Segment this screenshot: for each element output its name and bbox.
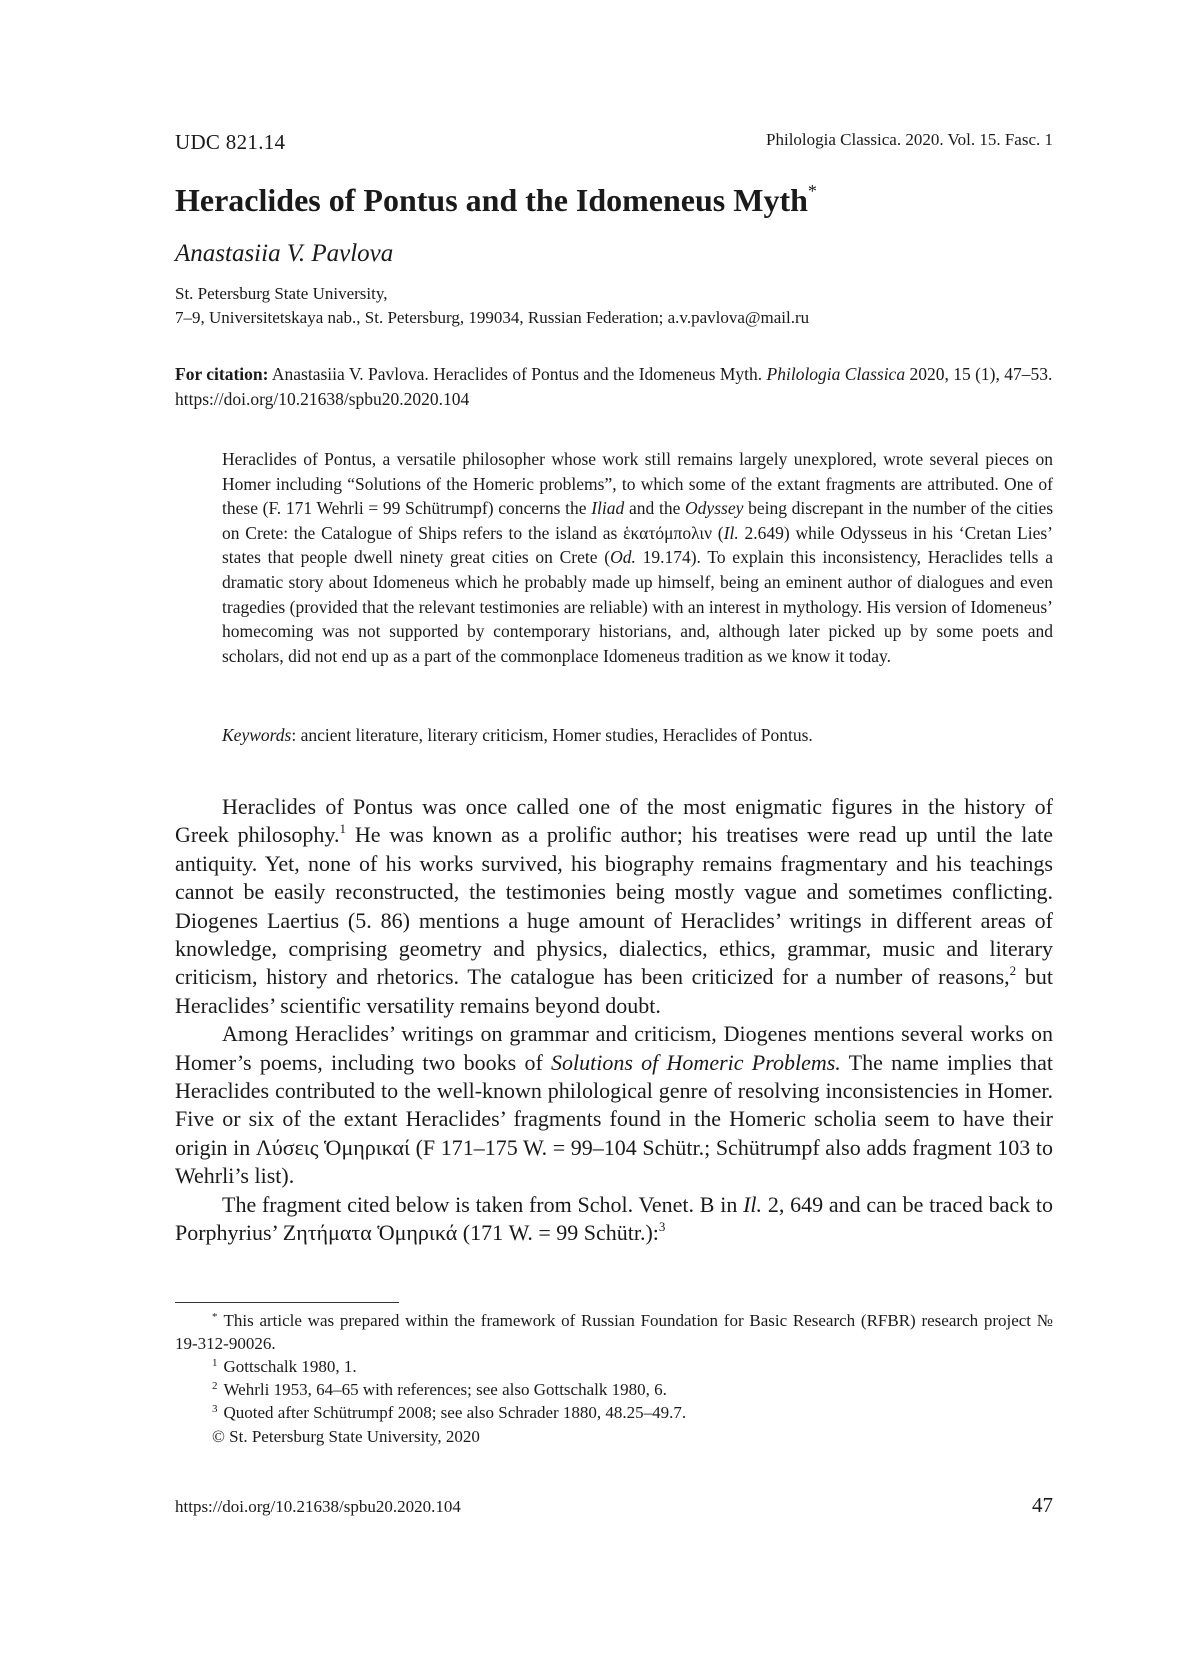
body-il-ref: Il. [743,1191,763,1217]
footnote-ref-2[interactable]: 2 [1009,963,1017,979]
page-number: 47 [1032,1493,1053,1517]
abstract-odyssey: Odyssey [685,498,744,519]
footnote-text: This article was prepared within the framework of Russian Foundation for Basic Research (RFBR) research project № 19-312-90026. [175,1311,1053,1353]
body-text: The fragment cited below is taken from Schol. Venet. B in [222,1191,738,1217]
footnote-divider [175,1302,399,1303]
copyright-notice: © St. Petersburg State University, 2020 [212,1427,480,1446]
footnote-star [175,1309,1053,1355]
abstract-text: being discrepant in the number of the cities on Crete: the Catalogue of Ships refers to the island as ἑκατόμπολιν ( [222,498,1054,543]
affiliation-line-2: 7–9, Universitetskaya nab., St. Petersburg, 199034, Russian Federation; a.v.pavlova@mail.ru [175,308,810,327]
running-header [175,130,1053,160]
article-body [175,793,1053,1248]
abstract-text: Heraclides of Pontus, a versatile philosopher whose work still remains largely unexplored, wrote several pieces on Homer including “Solutions of the Homeric problems”, to which some of the extant fragments are attributed. One of these (F. 171 Wehrli = 99 Schütrumpf) concerns the [222,449,1053,519]
citation-text-b: 2020, 15 (1), 47–53. https://doi.org/10.21638/spbu20.2020.104 [175,364,1053,409]
author-name: Anastasiia V. Pavlova [175,240,394,267]
footnote-ref-3[interactable]: 3 [658,1219,666,1235]
affiliation-line-1: St. Petersburg State University, [175,284,388,303]
abstract-il-ref: Il. [723,522,739,543]
body-text: but Heraclides’ scientific versatility remains beyond doubt. [175,964,1053,1018]
abstract-text: 19.174). To explain this inconsistency, Heraclides tells a dramatic story about Idomeneus which he probably made up himself, being an eminent author of dialogues and even tragedies (provided that the relevant testimonies are reliable) with an interest in mythology. His version of Idomeneus’ homecoming was not supported by contemporary historians, and, although later picked up by some poets and scholars, did not end up as a part of the commonplace Idomeneus tradition as we know it today. [222,547,1053,666]
body-text: 2, 649 and can be traced back to Porphyrius’ Ζητήματα Ὁμηρικά (171 W. = 99 Schütr.): [175,1191,1054,1246]
body-paragraph-2 [175,1020,1053,1190]
footnote-mark: 2 [212,1380,218,1392]
affiliation [175,282,809,330]
citation-journal: Philologia Classica [766,364,906,384]
footnote-1 [175,1355,1053,1378]
body-text: Among Heraclides’ writings on grammar and criticism, Diogenes mentions several works on Homer’s poems, including two books of [175,1021,1053,1075]
footnote-ref-1[interactable]: 1 [339,821,346,837]
udc-code: UDC 821.14 [175,130,286,154]
keywords [222,725,1053,746]
body-paragraph-1 [175,793,1053,1020]
body-paragraph-3 [175,1191,1053,1248]
footnote-mark: * [212,1311,218,1323]
journal-info: Philologia Classica. 2020. Vol. 15. Fasc. 1 [766,130,1053,149]
footnote-text: Gottschalk 1980, 1. [223,1357,357,1376]
abstract-iliad: Iliad [591,498,625,519]
citation-text-a: Anastasiia V. Pavlova. Heraclides of Pontus and the Idomeneus Myth. [271,364,763,384]
abstract [222,447,1053,668]
footnote-3 [175,1401,1053,1424]
body-text: Heraclides of Pontus was once called one of the most enigmatic figures in the history of Greek philosophy. [175,794,1053,848]
body-italic-title: Solutions of Homeric Problems. [551,1049,841,1075]
title-footnote-mark[interactable]: * [807,181,817,201]
body-text: He was known as a prolific author; his treatises were read up until the late antiquity. Yet, none of his works survived, his biography remains fragmentary and his teachings cannot be easily reconstructed, the testimonies being mostly vague and sometimes conflicting. Diogenes Laertius (5. 86) mentions a huge amount of Heraclides’ writings in different areas of knowledge, comprising geometry and physics, dialectics, ethics, grammar, music and literary criticism, history and rhetorics. The catalogue has been criticized for a number of reasons, [175,822,1054,990]
abstract-text: and the [629,498,681,519]
footnote-text: Quoted after Schütrumpf 2008; see also Schrader 1880, 48.25–49.7. [223,1403,687,1422]
abstract-text: 2.649) while Odysseus in his ‘Cretan Lies’ states that people dwell ninety great cities on Crete ( [222,522,1054,568]
footnote-mark: 3 [212,1403,218,1415]
footnote-text: Wehrli 1953, 64–65 with references; see also Gottschalk 1980, 6. [223,1380,667,1399]
citation-block [175,362,1053,412]
footnote-mark: 1 [212,1357,218,1369]
article-title [175,181,817,219]
abstract-od-ref: Od. [610,547,636,568]
page-footer [175,1493,1053,1523]
body-text: The name implies that Heraclides contributed to the well-known philological genre of resolving inconsistencies in Homer. Five or six of the extant Heraclides’ fragments found in the Homeric scholia seem to have their origin in Λύσεις Ὁμηρικαί (F 171–175 W. = 99–104 Schütr.; Schütrumpf also adds fragment 103 to Wehrli’s list). [175,1049,1054,1189]
page [175,0,1053,1655]
citation-label: For citation: [175,364,269,384]
keywords-text: : ancient literature, literary criticism, Homer studies, Heraclides of Pontus. [291,725,813,745]
doi-link[interactable]: https://doi.org/10.21638/spbu20.2020.104 [175,1497,461,1516]
footnote-2 [175,1378,1053,1401]
keywords-label: Keywords [222,725,292,745]
article-title-text: Heraclides of Pontus and the Idomeneus Myth [175,182,808,218]
footnotes [175,1309,1053,1424]
